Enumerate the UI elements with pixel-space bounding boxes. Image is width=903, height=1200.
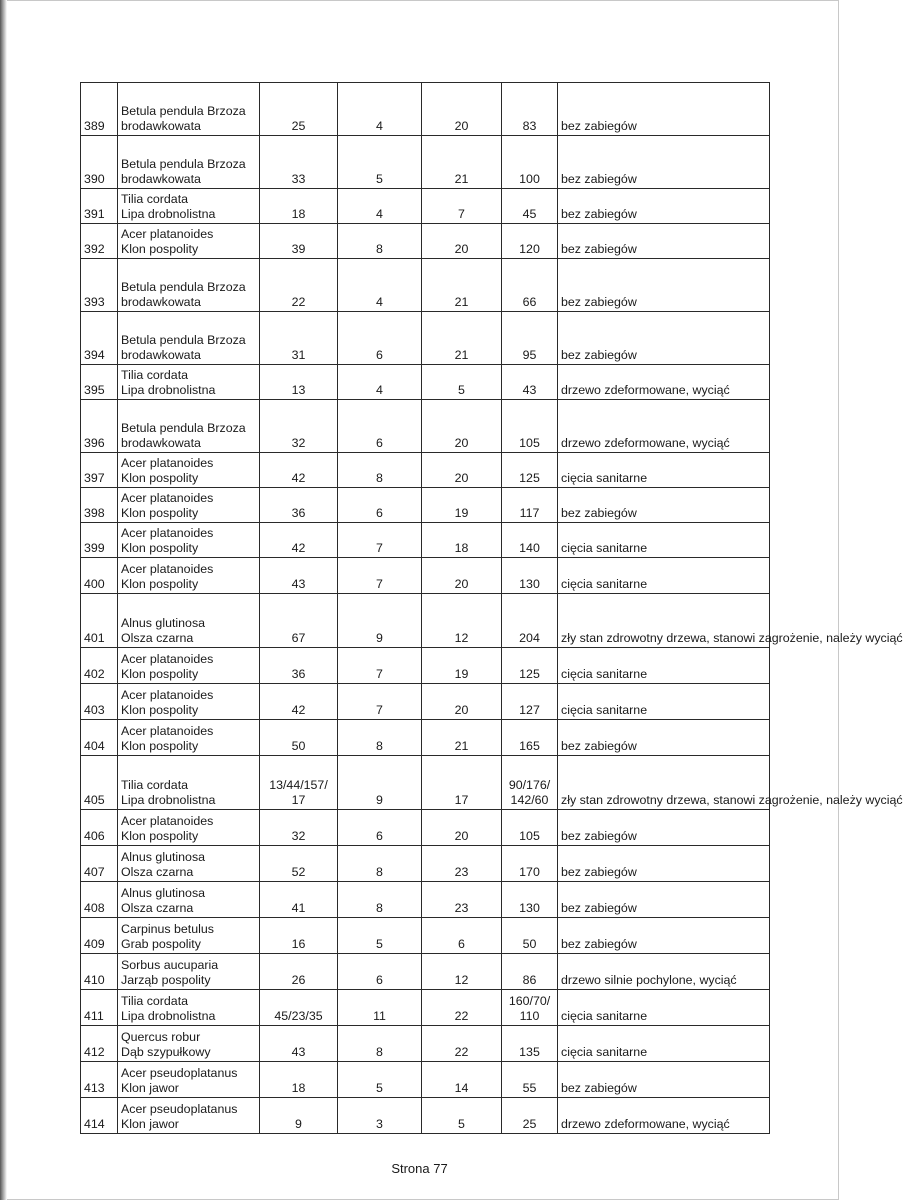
- species-polish: Klon pospolity: [121, 506, 199, 520]
- species-cell: [118, 488, 260, 523]
- species-cell: [118, 83, 260, 136]
- tree-number: 389: [81, 83, 118, 136]
- value-c: 21: [422, 136, 502, 189]
- treatment-note: cięcia sanitarne: [558, 453, 770, 488]
- value-a: 45/23/35: [260, 990, 338, 1026]
- tree-number: 400: [81, 558, 118, 594]
- value-c: 21: [422, 259, 502, 312]
- species-cell: [118, 400, 260, 453]
- treatment-note: bez zabiegów: [558, 720, 770, 756]
- value-d: 100: [502, 136, 558, 189]
- species-polish: Klon pospolity: [121, 703, 199, 717]
- table-row: [81, 1062, 770, 1098]
- species-polish: Jarząb pospolity: [121, 973, 211, 987]
- table-row: [81, 648, 770, 684]
- species-polish: Klon pospolity: [121, 242, 199, 256]
- species-polish: Klon jawor: [121, 1117, 179, 1131]
- value-b: 5: [338, 136, 422, 189]
- table-row: [81, 720, 770, 756]
- tree-number: 402: [81, 648, 118, 684]
- value-d: 50: [502, 918, 558, 954]
- species-latin: Tilia cordata: [121, 994, 189, 1008]
- tree-number: 412: [81, 1026, 118, 1062]
- value-b: 6: [338, 810, 422, 846]
- value-d: 95: [502, 312, 558, 365]
- species-cell: [118, 1062, 260, 1098]
- species-polish: Klon pospolity: [121, 471, 199, 485]
- table-row: [81, 365, 770, 400]
- species-latin: Tilia cordata: [121, 368, 189, 382]
- value-a: 26: [260, 954, 338, 990]
- value-d: 130: [502, 882, 558, 918]
- treatment-note: zły stan zdrowotny drzewa, stanowi zagrożenie, należy wyciąć: [558, 756, 770, 810]
- value-c: 20: [422, 453, 502, 488]
- value-d: 90/176/ 142/60: [502, 756, 558, 810]
- value-a: 9: [260, 1098, 338, 1134]
- species-polish: Klon pospolity: [121, 829, 199, 843]
- species-cell: [118, 523, 260, 558]
- tree-number: 396: [81, 400, 118, 453]
- species-latin: Alnus glutinosa: [121, 850, 206, 864]
- value-d: 25: [502, 1098, 558, 1134]
- treatment-note: drzewo zdeformowane, wyciąć: [558, 400, 770, 453]
- species-polish: brodawkowata: [121, 295, 201, 309]
- value-a: 43: [260, 1026, 338, 1062]
- treatment-note: drzewo zdeformowane, wyciąć: [558, 1098, 770, 1134]
- value-a: 31: [260, 312, 338, 365]
- tree-number: 414: [81, 1098, 118, 1134]
- value-d: 55: [502, 1062, 558, 1098]
- value-b: 7: [338, 558, 422, 594]
- treatment-note: bez zabiegów: [558, 846, 770, 882]
- value-d: 66: [502, 259, 558, 312]
- tree-number: 407: [81, 846, 118, 882]
- tree-number: 397: [81, 453, 118, 488]
- value-a: 67: [260, 594, 338, 648]
- treatment-note: cięcia sanitarne: [558, 990, 770, 1026]
- species-cell: [118, 136, 260, 189]
- value-c: 23: [422, 882, 502, 918]
- species-cell: [118, 810, 260, 846]
- value-d: 43: [502, 365, 558, 400]
- species-cell: [118, 846, 260, 882]
- species-cell: [118, 189, 260, 224]
- treatment-note: drzewo silnie pochylone, wyciąć: [558, 954, 770, 990]
- treatment-note: cięcia sanitarne: [558, 648, 770, 684]
- value-b: 6: [338, 954, 422, 990]
- species-cell: [118, 594, 260, 648]
- species-polish: Lipa drobnolistna: [121, 383, 216, 397]
- species-latin: Acer platanoides: [121, 688, 214, 702]
- species-polish: Lipa drobnolistna: [121, 793, 216, 807]
- value-a: 32: [260, 400, 338, 453]
- value-b: 8: [338, 720, 422, 756]
- tree-number: 408: [81, 882, 118, 918]
- value-d: 125: [502, 453, 558, 488]
- table-row: [81, 224, 770, 259]
- table-row: [81, 1098, 770, 1134]
- value-d: 45: [502, 189, 558, 224]
- value-c: 22: [422, 990, 502, 1026]
- treatment-note: bez zabiegów: [558, 882, 770, 918]
- value-b: 6: [338, 400, 422, 453]
- species-latin: Alnus glutinosa: [121, 886, 206, 900]
- treatment-note: bez zabiegów: [558, 224, 770, 259]
- value-c: 20: [422, 400, 502, 453]
- species-cell: [118, 648, 260, 684]
- value-a: 18: [260, 189, 338, 224]
- value-c: 20: [422, 684, 502, 720]
- value-b: 7: [338, 684, 422, 720]
- value-c: 7: [422, 189, 502, 224]
- tree-number: 405: [81, 756, 118, 810]
- table-row: [81, 400, 770, 453]
- table-row: [81, 453, 770, 488]
- value-c: 23: [422, 846, 502, 882]
- species-latin: Quercus robur: [121, 1030, 201, 1044]
- species-cell: [118, 954, 260, 990]
- species-latin: Acer platanoides: [121, 814, 214, 828]
- table-row: [81, 756, 770, 810]
- species-latin: Acer platanoides: [121, 491, 214, 505]
- value-c: 21: [422, 312, 502, 365]
- value-c: 21: [422, 720, 502, 756]
- value-a: 32: [260, 810, 338, 846]
- value-c: 22: [422, 1026, 502, 1062]
- species-polish: Olsza czarna: [121, 901, 194, 915]
- value-a: 36: [260, 648, 338, 684]
- value-b: 6: [338, 312, 422, 365]
- species-polish: brodawkowata: [121, 172, 201, 186]
- table-row: [81, 259, 770, 312]
- tree-number: 398: [81, 488, 118, 523]
- value-b: 5: [338, 1062, 422, 1098]
- species-latin: Betula pendula Brzoza: [121, 157, 246, 171]
- value-a: 25: [260, 83, 338, 136]
- value-c: 5: [422, 1098, 502, 1134]
- species-polish: brodawkowata: [121, 348, 201, 362]
- scan-edge-shadow: [0, 0, 7, 1200]
- table-row: [81, 846, 770, 882]
- species-polish: Klon pospolity: [121, 577, 199, 591]
- value-d: 204: [502, 594, 558, 648]
- value-b: 4: [338, 83, 422, 136]
- treatment-note: bez zabiegów: [558, 918, 770, 954]
- value-a: 43: [260, 558, 338, 594]
- species-cell: [118, 918, 260, 954]
- table-row: [81, 810, 770, 846]
- species-polish: Klon pospolity: [121, 667, 199, 681]
- value-c: 14: [422, 1062, 502, 1098]
- species-polish: Dąb szypułkowy: [121, 1045, 211, 1059]
- value-d: 86: [502, 954, 558, 990]
- value-a: 42: [260, 523, 338, 558]
- species-latin: Acer platanoides: [121, 562, 214, 576]
- tree-number: 392: [81, 224, 118, 259]
- tree-number: 406: [81, 810, 118, 846]
- tree-number: 399: [81, 523, 118, 558]
- value-b: 6: [338, 488, 422, 523]
- value-c: 6: [422, 918, 502, 954]
- value-b: 11: [338, 990, 422, 1026]
- species-polish: Lipa drobnolistna: [121, 1009, 216, 1023]
- species-latin: Alnus glutinosa: [121, 616, 206, 630]
- treatment-note: cięcia sanitarne: [558, 558, 770, 594]
- species-latin: Acer platanoides: [121, 227, 214, 241]
- value-b: 8: [338, 1026, 422, 1062]
- species-latin: Carpinus betulus: [121, 922, 214, 936]
- tree-number: 409: [81, 918, 118, 954]
- value-a: 42: [260, 684, 338, 720]
- species-cell: [118, 1098, 260, 1134]
- treatment-note: cięcia sanitarne: [558, 523, 770, 558]
- species-polish: brodawkowata: [121, 436, 201, 450]
- table-row: [81, 312, 770, 365]
- species-latin: Betula pendula Brzoza: [121, 280, 246, 294]
- value-d: 135: [502, 1026, 558, 1062]
- species-cell: [118, 756, 260, 810]
- value-b: 7: [338, 648, 422, 684]
- tree-number: 390: [81, 136, 118, 189]
- value-b: 8: [338, 224, 422, 259]
- value-d: 140: [502, 523, 558, 558]
- value-d: 105: [502, 400, 558, 453]
- species-cell: [118, 684, 260, 720]
- species-polish: Lipa drobnolistna: [121, 207, 216, 221]
- tree-number: 391: [81, 189, 118, 224]
- species-cell: [118, 1026, 260, 1062]
- value-b: 4: [338, 259, 422, 312]
- table-row: [81, 523, 770, 558]
- value-d: 105: [502, 810, 558, 846]
- species-latin: Acer platanoides: [121, 456, 214, 470]
- value-b: 9: [338, 594, 422, 648]
- value-d: 117: [502, 488, 558, 523]
- value-c: 12: [422, 594, 502, 648]
- species-polish: Klon pospolity: [121, 739, 199, 753]
- value-b: 8: [338, 846, 422, 882]
- treatment-note: bez zabiegów: [558, 259, 770, 312]
- value-a: 50: [260, 720, 338, 756]
- tree-number: 395: [81, 365, 118, 400]
- value-a: 52: [260, 846, 338, 882]
- value-c: 19: [422, 648, 502, 684]
- value-b: 4: [338, 189, 422, 224]
- species-cell: [118, 990, 260, 1026]
- treatment-note: bez zabiegów: [558, 312, 770, 365]
- treatment-note: bez zabiegów: [558, 810, 770, 846]
- value-b: 8: [338, 453, 422, 488]
- species-latin: Tilia cordata: [121, 192, 189, 206]
- value-a: 33: [260, 136, 338, 189]
- treatment-note: bez zabiegów: [558, 1062, 770, 1098]
- species-cell: [118, 312, 260, 365]
- value-a: 13/44/157/ 17: [260, 756, 338, 810]
- value-d: 127: [502, 684, 558, 720]
- species-latin: Sorbus aucuparia: [121, 958, 219, 972]
- value-c: 5: [422, 365, 502, 400]
- species-latin: Tilia cordata: [121, 778, 189, 792]
- value-d: 130: [502, 558, 558, 594]
- treatment-note: cięcia sanitarne: [558, 684, 770, 720]
- value-a: 16: [260, 918, 338, 954]
- treatment-note: cięcia sanitarne: [558, 1026, 770, 1062]
- value-a: 36: [260, 488, 338, 523]
- species-latin: Betula pendula Brzoza: [121, 104, 246, 118]
- value-c: 20: [422, 224, 502, 259]
- table-row: [81, 882, 770, 918]
- tree-number: 410: [81, 954, 118, 990]
- value-a: 13: [260, 365, 338, 400]
- value-d: 165: [502, 720, 558, 756]
- table-row: [81, 684, 770, 720]
- value-b: 4: [338, 365, 422, 400]
- table-row: [81, 136, 770, 189]
- species-latin: Acer platanoides: [121, 724, 214, 738]
- value-a: 42: [260, 453, 338, 488]
- species-polish: Klon pospolity: [121, 541, 199, 555]
- species-polish: Olsza czarna: [121, 631, 194, 645]
- value-b: 9: [338, 756, 422, 810]
- tree-inventory-table: [80, 82, 903, 1134]
- tree-number: 393: [81, 259, 118, 312]
- value-c: 18: [422, 523, 502, 558]
- species-polish: Klon jawor: [121, 1081, 179, 1095]
- value-d: 160/70/ 110: [502, 990, 558, 1026]
- species-latin: Acer platanoides: [121, 526, 214, 540]
- species-cell: [118, 720, 260, 756]
- value-c: 19: [422, 488, 502, 523]
- species-cell: [118, 365, 260, 400]
- value-d: 120: [502, 224, 558, 259]
- species-latin: Acer pseudoplatanus: [121, 1066, 238, 1080]
- species-latin: Betula pendula Brzoza: [121, 333, 246, 347]
- tree-number: 404: [81, 720, 118, 756]
- species-cell: [118, 224, 260, 259]
- species-cell: [118, 882, 260, 918]
- table-row: [81, 918, 770, 954]
- value-d: 83: [502, 83, 558, 136]
- value-c: 12: [422, 954, 502, 990]
- species-cell: [118, 259, 260, 312]
- table-row: [81, 83, 770, 136]
- value-c: 20: [422, 810, 502, 846]
- value-b: 7: [338, 523, 422, 558]
- species-polish: brodawkowata: [121, 119, 201, 133]
- treatment-note: bez zabiegów: [558, 136, 770, 189]
- species-polish: Grab pospolity: [121, 937, 201, 951]
- value-a: 41: [260, 882, 338, 918]
- table-row: [81, 954, 770, 990]
- value-d: 125: [502, 648, 558, 684]
- value-a: 18: [260, 1062, 338, 1098]
- treatment-note: bez zabiegów: [558, 83, 770, 136]
- tree-number: 401: [81, 594, 118, 648]
- tree-number: 403: [81, 684, 118, 720]
- treatment-note: bez zabiegów: [558, 488, 770, 523]
- value-a: 39: [260, 224, 338, 259]
- value-a: 22: [260, 259, 338, 312]
- table-row: [81, 558, 770, 594]
- treatment-note: drzewo zdeformowane, wyciąć: [558, 365, 770, 400]
- species-latin: Acer platanoides: [121, 652, 214, 666]
- value-b: 5: [338, 918, 422, 954]
- tree-number: 413: [81, 1062, 118, 1098]
- value-b: 8: [338, 882, 422, 918]
- species-polish: Olsza czarna: [121, 865, 194, 879]
- value-d: 170: [502, 846, 558, 882]
- value-c: 17: [422, 756, 502, 810]
- table-row: [81, 990, 770, 1026]
- value-b: 3: [338, 1098, 422, 1134]
- species-latin: Acer pseudoplatanus: [121, 1102, 238, 1116]
- treatment-note: bez zabiegów: [558, 189, 770, 224]
- page-number: Strona 77: [391, 1161, 448, 1176]
- value-c: 20: [422, 558, 502, 594]
- table-row: [81, 189, 770, 224]
- species-cell: [118, 558, 260, 594]
- treatment-note: zły stan zdrowotny drzewa, stanowi zagrożenie, należy wyciąć: [558, 594, 770, 648]
- tree-number: 394: [81, 312, 118, 365]
- table-row: [81, 1026, 770, 1062]
- table-row: [81, 488, 770, 523]
- value-c: 20: [422, 83, 502, 136]
- tree-number: 411: [81, 990, 118, 1026]
- species-cell: [118, 453, 260, 488]
- species-latin: Betula pendula Brzoza: [121, 421, 246, 435]
- table-row: [81, 594, 770, 648]
